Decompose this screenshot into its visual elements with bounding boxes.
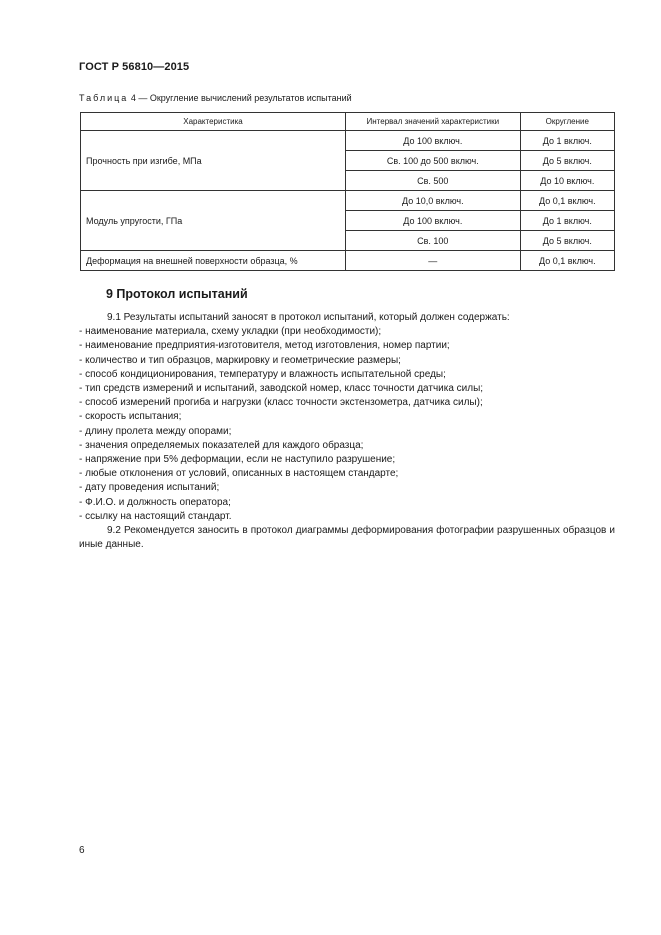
list-item: - скорость испытания; (79, 411, 182, 423)
interval-cell: Св. 500 (345, 171, 520, 191)
rounding-cell: До 5 включ. (520, 151, 614, 171)
list-item: - ссылку на настоящий стандарт. (79, 510, 232, 522)
rounding-cell: До 10 включ. (520, 171, 614, 191)
list-item: - количество и тип образцов, маркировку и геометрические размеры; (79, 354, 401, 366)
list-item: - способ измерений прогиба и нагрузки (класс точности экстензометра, датчика силы); (79, 397, 483, 409)
header-rounding: Округление (520, 113, 614, 131)
list-item: - Ф.И.О. и должность оператора; (79, 496, 231, 508)
list-item: - наименование материала, схему укладки (при необходимости); (79, 326, 382, 338)
table-caption-label: Таблица (79, 93, 129, 103)
section-body (79, 311, 615, 552)
list-item: - дату проведения испытаний; (79, 482, 220, 494)
document-code: ГОСТ Р 56810—2015 (79, 61, 190, 73)
paragraph-9-1: 9.1 Результаты испытаний заносят в протокол испытаний, который должен содержать: (107, 312, 510, 323)
interval-cell: Св. 100 до 500 включ. (345, 151, 520, 171)
characteristic-cell: Деформация на внешней поверхности образца, % (81, 251, 346, 271)
table-caption-title: 4 — Округление вычислений результатов испытаний (130, 93, 352, 103)
list-item: - значения определяемых показателей для каждого образца; (79, 439, 364, 451)
header-interval: Интервал значений характеристики (345, 113, 520, 131)
list-item: - наименование предприятия-изготовителя, метод изготовления, номер партии; (79, 340, 450, 352)
table-row (81, 131, 615, 151)
table-header-row (81, 113, 615, 131)
interval-cell: До 10,0 включ. (345, 191, 520, 211)
list-item: - тип средств измерений и испытаний, заводской номер, класс точности датчика силы; (79, 383, 484, 395)
list-item: - любые отклонения от условий, описанных в настоящем стандарте; (79, 468, 399, 480)
list-item: - длину пролета между опорами; (79, 425, 232, 437)
interval-cell: До 100 включ. (345, 211, 520, 231)
rounding-cell: До 0,1 включ. (520, 191, 614, 211)
table-caption (79, 93, 352, 103)
interval-cell: До 100 включ. (345, 131, 520, 151)
rounding-cell: До 0,1 включ. (520, 251, 614, 271)
rounding-table (80, 112, 615, 271)
list-item: - напряжение при 5% деформации, если не наступило разрушение; (79, 454, 396, 466)
table-row (81, 251, 615, 271)
rounding-cell: До 1 включ. (520, 131, 614, 151)
rounding-cell: До 1 включ. (520, 211, 614, 231)
paragraph-9-2: 9.2 Рекомендуется заносить в протокол диаграммы деформирования фотографии разрушенных образцов и иные данные. (79, 525, 615, 551)
interval-cell: Св. 100 (345, 231, 520, 251)
table-row (81, 191, 615, 211)
characteristic-cell: Модуль упругости, ГПа (81, 191, 346, 251)
list-item: - способ кондиционирования, температуру и влажность испытательной среды; (79, 368, 446, 380)
section-heading: 9 Протокол испытаний (106, 287, 248, 301)
rounding-cell: До 5 включ. (520, 231, 614, 251)
characteristic-cell: Прочность при изгибе, МПа (81, 131, 346, 191)
page-number: 6 (79, 845, 85, 856)
header-characteristic: Характеристика (81, 113, 346, 131)
interval-cell: — (345, 251, 520, 271)
